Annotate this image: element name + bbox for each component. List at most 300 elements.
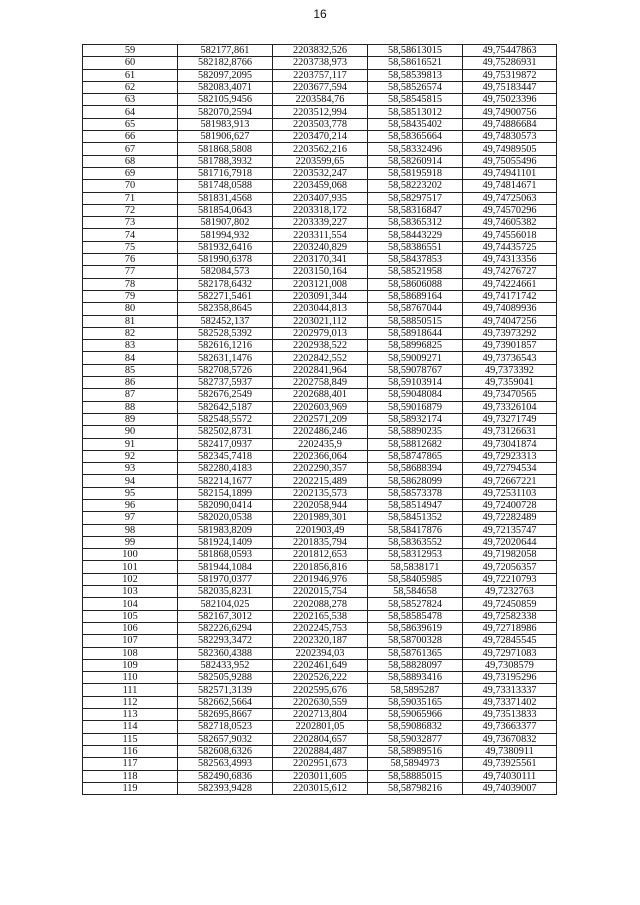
latitude-cell: 58,59035165 bbox=[368, 696, 463, 708]
x-coordinate-cell: 582662,5664 bbox=[178, 696, 273, 708]
latitude-cell: 58,584658 bbox=[368, 586, 463, 598]
latitude-cell: 58,58918644 bbox=[368, 327, 463, 339]
latitude-cell: 58,58812682 bbox=[368, 438, 463, 450]
y-coordinate-cell: 2203170,341 bbox=[273, 254, 368, 266]
x-coordinate-cell: 582020,0538 bbox=[178, 512, 273, 524]
longitude-cell: 49,74900756 bbox=[463, 106, 557, 118]
x-coordinate-cell: 581831,4568 bbox=[178, 192, 273, 204]
x-coordinate-cell: 582154,1899 bbox=[178, 487, 273, 499]
y-coordinate-cell: 2202951,673 bbox=[273, 758, 368, 770]
longitude-cell: 49,74570296 bbox=[463, 204, 557, 216]
longitude-cell: 49,7232763 bbox=[463, 586, 557, 598]
longitude-cell: 49,74030111 bbox=[463, 770, 557, 782]
table-row bbox=[83, 549, 557, 561]
x-coordinate-cell: 581868,5808 bbox=[178, 143, 273, 155]
point-number-cell: 76 bbox=[83, 254, 178, 266]
longitude-cell: 49,74941101 bbox=[463, 167, 557, 179]
table-row bbox=[83, 106, 557, 118]
y-coordinate-cell: 2202320,187 bbox=[273, 635, 368, 647]
x-coordinate-cell: 581906,627 bbox=[178, 131, 273, 143]
point-number-cell: 102 bbox=[83, 573, 178, 585]
table-row bbox=[83, 340, 557, 352]
point-number-cell: 73 bbox=[83, 217, 178, 229]
x-coordinate-cell: 582608,6326 bbox=[178, 745, 273, 757]
y-coordinate-cell: 2203311,554 bbox=[273, 229, 368, 241]
latitude-cell: 58,58850515 bbox=[368, 315, 463, 327]
table-row bbox=[83, 364, 557, 376]
latitude-cell: 58,59086832 bbox=[368, 721, 463, 733]
table-row bbox=[83, 573, 557, 585]
latitude-cell: 58,59078767 bbox=[368, 364, 463, 376]
point-number-cell: 93 bbox=[83, 463, 178, 475]
point-number-cell: 64 bbox=[83, 106, 178, 118]
y-coordinate-cell: 2202804,657 bbox=[273, 733, 368, 745]
latitude-cell: 58,58932174 bbox=[368, 413, 463, 425]
longitude-cell: 49,74725063 bbox=[463, 192, 557, 204]
y-coordinate-cell: 2203407,935 bbox=[273, 192, 368, 204]
longitude-cell: 49,74435725 bbox=[463, 241, 557, 253]
x-coordinate-cell: 582214,1677 bbox=[178, 475, 273, 487]
longitude-cell: 49,74989505 bbox=[463, 143, 557, 155]
table-row bbox=[83, 327, 557, 339]
y-coordinate-cell: 2203021,112 bbox=[273, 315, 368, 327]
longitude-cell: 49,72210793 bbox=[463, 573, 557, 585]
point-number-cell: 114 bbox=[83, 721, 178, 733]
latitude-cell: 58,58606088 bbox=[368, 278, 463, 290]
x-coordinate-cell: 582105,9456 bbox=[178, 94, 273, 106]
y-coordinate-cell: 2201989,301 bbox=[273, 512, 368, 524]
latitude-cell: 58,58316847 bbox=[368, 204, 463, 216]
x-coordinate-cell: 582035,8231 bbox=[178, 586, 273, 598]
x-coordinate-cell: 581788,3932 bbox=[178, 155, 273, 167]
latitude-cell: 58,58613015 bbox=[368, 45, 463, 57]
point-number-cell: 92 bbox=[83, 450, 178, 462]
latitude-cell: 58,58616521 bbox=[368, 57, 463, 69]
table-row bbox=[83, 94, 557, 106]
point-number-cell: 105 bbox=[83, 610, 178, 622]
y-coordinate-cell: 2202088,278 bbox=[273, 598, 368, 610]
longitude-cell: 49,71982058 bbox=[463, 549, 557, 561]
longitude-cell: 49,72582338 bbox=[463, 610, 557, 622]
point-number-cell: 101 bbox=[83, 561, 178, 573]
table-row bbox=[83, 303, 557, 315]
table-row bbox=[83, 561, 557, 573]
table-row bbox=[83, 254, 557, 266]
y-coordinate-cell: 2202015,754 bbox=[273, 586, 368, 598]
latitude-cell: 58,58527824 bbox=[368, 598, 463, 610]
table-row bbox=[83, 598, 557, 610]
x-coordinate-cell: 581716,7918 bbox=[178, 167, 273, 179]
latitude-cell: 58,59016879 bbox=[368, 401, 463, 413]
x-coordinate-cell: 582616,1216 bbox=[178, 340, 273, 352]
x-coordinate-cell: 581932,6416 bbox=[178, 241, 273, 253]
table-row bbox=[83, 733, 557, 745]
latitude-cell: 58,5894973 bbox=[368, 758, 463, 770]
longitude-cell: 49,72135747 bbox=[463, 524, 557, 536]
latitude-cell: 58,58539813 bbox=[368, 69, 463, 81]
y-coordinate-cell: 2202884,487 bbox=[273, 745, 368, 757]
table-row bbox=[83, 721, 557, 733]
latitude-cell: 58,58573378 bbox=[368, 487, 463, 499]
point-number-cell: 63 bbox=[83, 94, 178, 106]
x-coordinate-cell: 581854,0643 bbox=[178, 204, 273, 216]
x-coordinate-cell: 582502,8731 bbox=[178, 426, 273, 438]
y-coordinate-cell: 2201946,976 bbox=[273, 573, 368, 585]
longitude-cell: 49,74605382 bbox=[463, 217, 557, 229]
point-number-cell: 104 bbox=[83, 598, 178, 610]
y-coordinate-cell: 2203738,973 bbox=[273, 57, 368, 69]
latitude-cell: 58,58513012 bbox=[368, 106, 463, 118]
latitude-cell: 58,58688394 bbox=[368, 463, 463, 475]
x-coordinate-cell: 582280,4183 bbox=[178, 463, 273, 475]
point-number-cell: 100 bbox=[83, 549, 178, 561]
point-number-cell: 70 bbox=[83, 180, 178, 192]
y-coordinate-cell: 2202526,222 bbox=[273, 672, 368, 684]
point-number-cell: 119 bbox=[83, 782, 178, 794]
table-row bbox=[83, 426, 557, 438]
latitude-cell: 58,58443229 bbox=[368, 229, 463, 241]
table-row bbox=[83, 647, 557, 659]
y-coordinate-cell: 2202841,964 bbox=[273, 364, 368, 376]
point-number-cell: 84 bbox=[83, 352, 178, 364]
longitude-cell: 49,75183447 bbox=[463, 81, 557, 93]
latitude-cell: 58,58332496 bbox=[368, 143, 463, 155]
longitude-cell: 49,73271749 bbox=[463, 413, 557, 425]
table-row bbox=[83, 278, 557, 290]
y-coordinate-cell: 2203459,068 bbox=[273, 180, 368, 192]
page-number: 16 bbox=[313, 7, 327, 21]
latitude-cell: 58,58386551 bbox=[368, 241, 463, 253]
x-coordinate-cell: 582433,952 bbox=[178, 659, 273, 671]
table-row bbox=[83, 512, 557, 524]
longitude-cell: 49,75055496 bbox=[463, 155, 557, 167]
point-number-cell: 118 bbox=[83, 770, 178, 782]
point-number-cell: 62 bbox=[83, 81, 178, 93]
x-coordinate-cell: 582084,573 bbox=[178, 266, 273, 278]
y-coordinate-cell: 2202979,013 bbox=[273, 327, 368, 339]
longitude-cell: 49,73513833 bbox=[463, 709, 557, 721]
latitude-cell: 58,58585478 bbox=[368, 610, 463, 622]
y-coordinate-cell: 2203512,994 bbox=[273, 106, 368, 118]
point-number-cell: 74 bbox=[83, 229, 178, 241]
longitude-cell: 49,72020644 bbox=[463, 536, 557, 548]
y-coordinate-cell: 2202688,401 bbox=[273, 389, 368, 401]
longitude-cell: 49,74276727 bbox=[463, 266, 557, 278]
latitude-cell: 58,58761365 bbox=[368, 647, 463, 659]
latitude-cell: 58,58195918 bbox=[368, 167, 463, 179]
y-coordinate-cell: 2202290,357 bbox=[273, 463, 368, 475]
y-coordinate-cell: 2202758,849 bbox=[273, 377, 368, 389]
x-coordinate-cell: 582490,6836 bbox=[178, 770, 273, 782]
longitude-cell: 49,73126631 bbox=[463, 426, 557, 438]
longitude-cell: 49,73901857 bbox=[463, 340, 557, 352]
table-row bbox=[83, 499, 557, 511]
longitude-cell: 49,73670832 bbox=[463, 733, 557, 745]
longitude-cell: 49,72971083 bbox=[463, 647, 557, 659]
longitude-cell: 49,73663377 bbox=[463, 721, 557, 733]
x-coordinate-cell: 581868,0593 bbox=[178, 549, 273, 561]
table-row bbox=[83, 438, 557, 450]
y-coordinate-cell: 2203757,117 bbox=[273, 69, 368, 81]
y-coordinate-cell: 2203832,526 bbox=[273, 45, 368, 57]
x-coordinate-cell: 582360,4388 bbox=[178, 647, 273, 659]
point-number-cell: 80 bbox=[83, 303, 178, 315]
point-number-cell: 71 bbox=[83, 192, 178, 204]
y-coordinate-cell: 2203015,612 bbox=[273, 782, 368, 794]
y-coordinate-cell: 2203150,164 bbox=[273, 266, 368, 278]
x-coordinate-cell: 582571,3139 bbox=[178, 684, 273, 696]
latitude-cell: 58,58312953 bbox=[368, 549, 463, 561]
table-row bbox=[83, 229, 557, 241]
longitude-cell: 49,73736543 bbox=[463, 352, 557, 364]
table-row bbox=[83, 167, 557, 179]
x-coordinate-cell: 581944,1084 bbox=[178, 561, 273, 573]
longitude-cell: 49,75023396 bbox=[463, 94, 557, 106]
y-coordinate-cell: 2203562,216 bbox=[273, 143, 368, 155]
point-number-cell: 79 bbox=[83, 290, 178, 302]
point-number-cell: 67 bbox=[83, 143, 178, 155]
longitude-cell: 49,74830573 bbox=[463, 131, 557, 143]
x-coordinate-cell: 582358,8645 bbox=[178, 303, 273, 315]
point-number-cell: 98 bbox=[83, 524, 178, 536]
point-number-cell: 77 bbox=[83, 266, 178, 278]
point-number-cell: 60 bbox=[83, 57, 178, 69]
latitude-cell: 58,58521958 bbox=[368, 266, 463, 278]
longitude-cell: 49,73041874 bbox=[463, 438, 557, 450]
latitude-cell: 58,59032877 bbox=[368, 733, 463, 745]
latitude-cell: 58,58885015 bbox=[368, 770, 463, 782]
longitude-cell: 49,72667221 bbox=[463, 475, 557, 487]
table-row bbox=[83, 622, 557, 634]
y-coordinate-cell: 2202595,676 bbox=[273, 684, 368, 696]
point-number-cell: 91 bbox=[83, 438, 178, 450]
longitude-cell: 49,74556018 bbox=[463, 229, 557, 241]
y-coordinate-cell: 2202461,649 bbox=[273, 659, 368, 671]
point-number-cell: 65 bbox=[83, 118, 178, 130]
longitude-cell: 49,72845545 bbox=[463, 635, 557, 647]
latitude-cell: 58,58297517 bbox=[368, 192, 463, 204]
table-row bbox=[83, 672, 557, 684]
x-coordinate-cell: 582417,0937 bbox=[178, 438, 273, 450]
longitude-cell: 49,73313337 bbox=[463, 684, 557, 696]
latitude-cell: 58,59065966 bbox=[368, 709, 463, 721]
table-row bbox=[83, 45, 557, 57]
table-row bbox=[83, 659, 557, 671]
table-row bbox=[83, 745, 557, 757]
x-coordinate-cell: 582345,7418 bbox=[178, 450, 273, 462]
x-coordinate-cell: 582452,137 bbox=[178, 315, 273, 327]
longitude-cell: 49,7359041 bbox=[463, 377, 557, 389]
y-coordinate-cell: 2203091,344 bbox=[273, 290, 368, 302]
table-row bbox=[83, 57, 557, 69]
point-number-cell: 75 bbox=[83, 241, 178, 253]
table-row bbox=[83, 241, 557, 253]
x-coordinate-cell: 582177,861 bbox=[178, 45, 273, 57]
y-coordinate-cell: 2203318,172 bbox=[273, 204, 368, 216]
latitude-cell: 58,58437853 bbox=[368, 254, 463, 266]
x-coordinate-cell: 582271,5461 bbox=[178, 290, 273, 302]
longitude-cell: 49,7380911 bbox=[463, 745, 557, 757]
table-row bbox=[83, 204, 557, 216]
latitude-cell: 58,58689164 bbox=[368, 290, 463, 302]
latitude-cell: 58,58365312 bbox=[368, 217, 463, 229]
x-coordinate-cell: 582097,2095 bbox=[178, 69, 273, 81]
table-row bbox=[83, 524, 557, 536]
point-number-cell: 96 bbox=[83, 499, 178, 511]
y-coordinate-cell: 2202245,753 bbox=[273, 622, 368, 634]
table-row bbox=[83, 536, 557, 548]
y-coordinate-cell: 2202165,538 bbox=[273, 610, 368, 622]
point-number-cell: 78 bbox=[83, 278, 178, 290]
longitude-cell: 49,72794534 bbox=[463, 463, 557, 475]
table-row bbox=[83, 217, 557, 229]
y-coordinate-cell: 2202058,944 bbox=[273, 499, 368, 511]
x-coordinate-cell: 581748,0588 bbox=[178, 180, 273, 192]
point-number-cell: 108 bbox=[83, 647, 178, 659]
table-row bbox=[83, 413, 557, 425]
x-coordinate-cell: 582070,2594 bbox=[178, 106, 273, 118]
x-coordinate-cell: 582642,5187 bbox=[178, 401, 273, 413]
table-row bbox=[83, 475, 557, 487]
longitude-cell: 49,75319872 bbox=[463, 69, 557, 81]
latitude-cell: 58,59048084 bbox=[368, 389, 463, 401]
latitude-cell: 58,58223202 bbox=[368, 180, 463, 192]
y-coordinate-cell: 2202630,559 bbox=[273, 696, 368, 708]
point-number-cell: 112 bbox=[83, 696, 178, 708]
table-row bbox=[83, 635, 557, 647]
y-coordinate-cell: 2203121,008 bbox=[273, 278, 368, 290]
latitude-cell: 58,58747865 bbox=[368, 450, 463, 462]
longitude-cell: 49,74089936 bbox=[463, 303, 557, 315]
point-number-cell: 106 bbox=[83, 622, 178, 634]
table-row bbox=[83, 155, 557, 167]
coordinates-table-body bbox=[83, 45, 557, 795]
y-coordinate-cell: 2203532,247 bbox=[273, 167, 368, 179]
coordinates-table bbox=[82, 44, 557, 795]
table-row bbox=[83, 401, 557, 413]
table-row bbox=[83, 487, 557, 499]
latitude-cell: 58,5838171 bbox=[368, 561, 463, 573]
latitude-cell: 58,58405985 bbox=[368, 573, 463, 585]
y-coordinate-cell: 2203503,778 bbox=[273, 118, 368, 130]
longitude-cell: 49,7308579 bbox=[463, 659, 557, 671]
point-number-cell: 59 bbox=[83, 45, 178, 57]
latitude-cell: 58,58526574 bbox=[368, 81, 463, 93]
longitude-cell: 49,73195296 bbox=[463, 672, 557, 684]
x-coordinate-cell: 582293,3472 bbox=[178, 635, 273, 647]
table-row bbox=[83, 118, 557, 130]
point-number-cell: 117 bbox=[83, 758, 178, 770]
longitude-cell: 49,73925561 bbox=[463, 758, 557, 770]
point-number-cell: 107 bbox=[83, 635, 178, 647]
x-coordinate-cell: 582226,6294 bbox=[178, 622, 273, 634]
table-row bbox=[83, 192, 557, 204]
point-number-cell: 103 bbox=[83, 586, 178, 598]
point-number-cell: 115 bbox=[83, 733, 178, 745]
longitude-cell: 49,72531103 bbox=[463, 487, 557, 499]
table-row bbox=[83, 610, 557, 622]
table-row bbox=[83, 290, 557, 302]
longitude-cell: 49,74039007 bbox=[463, 782, 557, 794]
y-coordinate-cell: 2203240,829 bbox=[273, 241, 368, 253]
x-coordinate-cell: 581924,1409 bbox=[178, 536, 273, 548]
point-number-cell: 109 bbox=[83, 659, 178, 671]
latitude-cell: 58,58417876 bbox=[368, 524, 463, 536]
table-row bbox=[83, 696, 557, 708]
point-number-cell: 88 bbox=[83, 401, 178, 413]
latitude-cell: 58,58798216 bbox=[368, 782, 463, 794]
y-coordinate-cell: 2202713,804 bbox=[273, 709, 368, 721]
longitude-cell: 49,74313356 bbox=[463, 254, 557, 266]
latitude-cell: 58,58545815 bbox=[368, 94, 463, 106]
y-coordinate-cell: 2201856,816 bbox=[273, 561, 368, 573]
point-number-cell: 81 bbox=[83, 315, 178, 327]
y-coordinate-cell: 2201903,49 bbox=[273, 524, 368, 536]
y-coordinate-cell: 2202215,489 bbox=[273, 475, 368, 487]
y-coordinate-cell: 2203044,813 bbox=[273, 303, 368, 315]
y-coordinate-cell: 2202842,552 bbox=[273, 352, 368, 364]
point-number-cell: 69 bbox=[83, 167, 178, 179]
latitude-cell: 58,58363552 bbox=[368, 536, 463, 548]
point-number-cell: 85 bbox=[83, 364, 178, 376]
point-number-cell: 83 bbox=[83, 340, 178, 352]
x-coordinate-cell: 582167,3012 bbox=[178, 610, 273, 622]
point-number-cell: 97 bbox=[83, 512, 178, 524]
latitude-cell: 58,58828097 bbox=[368, 659, 463, 671]
latitude-cell: 58,5895287 bbox=[368, 684, 463, 696]
table-row bbox=[83, 81, 557, 93]
y-coordinate-cell: 2202938,522 bbox=[273, 340, 368, 352]
y-coordinate-cell: 2203584,76 bbox=[273, 94, 368, 106]
y-coordinate-cell: 2201812,653 bbox=[273, 549, 368, 561]
latitude-cell: 58,58996825 bbox=[368, 340, 463, 352]
longitude-cell: 49,74171742 bbox=[463, 290, 557, 302]
latitude-cell: 58,58514947 bbox=[368, 499, 463, 511]
point-number-cell: 110 bbox=[83, 672, 178, 684]
x-coordinate-cell: 581983,8209 bbox=[178, 524, 273, 536]
point-number-cell: 61 bbox=[83, 69, 178, 81]
x-coordinate-cell: 581990,6378 bbox=[178, 254, 273, 266]
y-coordinate-cell: 2203339,227 bbox=[273, 217, 368, 229]
x-coordinate-cell: 582090,0414 bbox=[178, 499, 273, 511]
y-coordinate-cell: 2202435,9 bbox=[273, 438, 368, 450]
x-coordinate-cell: 582708,5726 bbox=[178, 364, 273, 376]
y-coordinate-cell: 2203011,605 bbox=[273, 770, 368, 782]
x-coordinate-cell: 582104,025 bbox=[178, 598, 273, 610]
point-number-cell: 89 bbox=[83, 413, 178, 425]
x-coordinate-cell: 582178,6432 bbox=[178, 278, 273, 290]
longitude-cell: 49,74224661 bbox=[463, 278, 557, 290]
latitude-cell: 58,59009271 bbox=[368, 352, 463, 364]
table-row bbox=[83, 266, 557, 278]
longitude-cell: 49,73371402 bbox=[463, 696, 557, 708]
y-coordinate-cell: 2203599,65 bbox=[273, 155, 368, 167]
latitude-cell: 58,59103914 bbox=[368, 377, 463, 389]
point-number-cell: 99 bbox=[83, 536, 178, 548]
x-coordinate-cell: 582393,9428 bbox=[178, 782, 273, 794]
x-coordinate-cell: 582083,4071 bbox=[178, 81, 273, 93]
y-coordinate-cell: 2202603,969 bbox=[273, 401, 368, 413]
table-row bbox=[83, 377, 557, 389]
x-coordinate-cell: 581970,0377 bbox=[178, 573, 273, 585]
y-coordinate-cell: 2203677,594 bbox=[273, 81, 368, 93]
table-row bbox=[83, 352, 557, 364]
longitude-cell: 49,75286931 bbox=[463, 57, 557, 69]
point-number-cell: 111 bbox=[83, 684, 178, 696]
x-coordinate-cell: 582563,4993 bbox=[178, 758, 273, 770]
latitude-cell: 58,58989516 bbox=[368, 745, 463, 757]
table-row bbox=[83, 684, 557, 696]
